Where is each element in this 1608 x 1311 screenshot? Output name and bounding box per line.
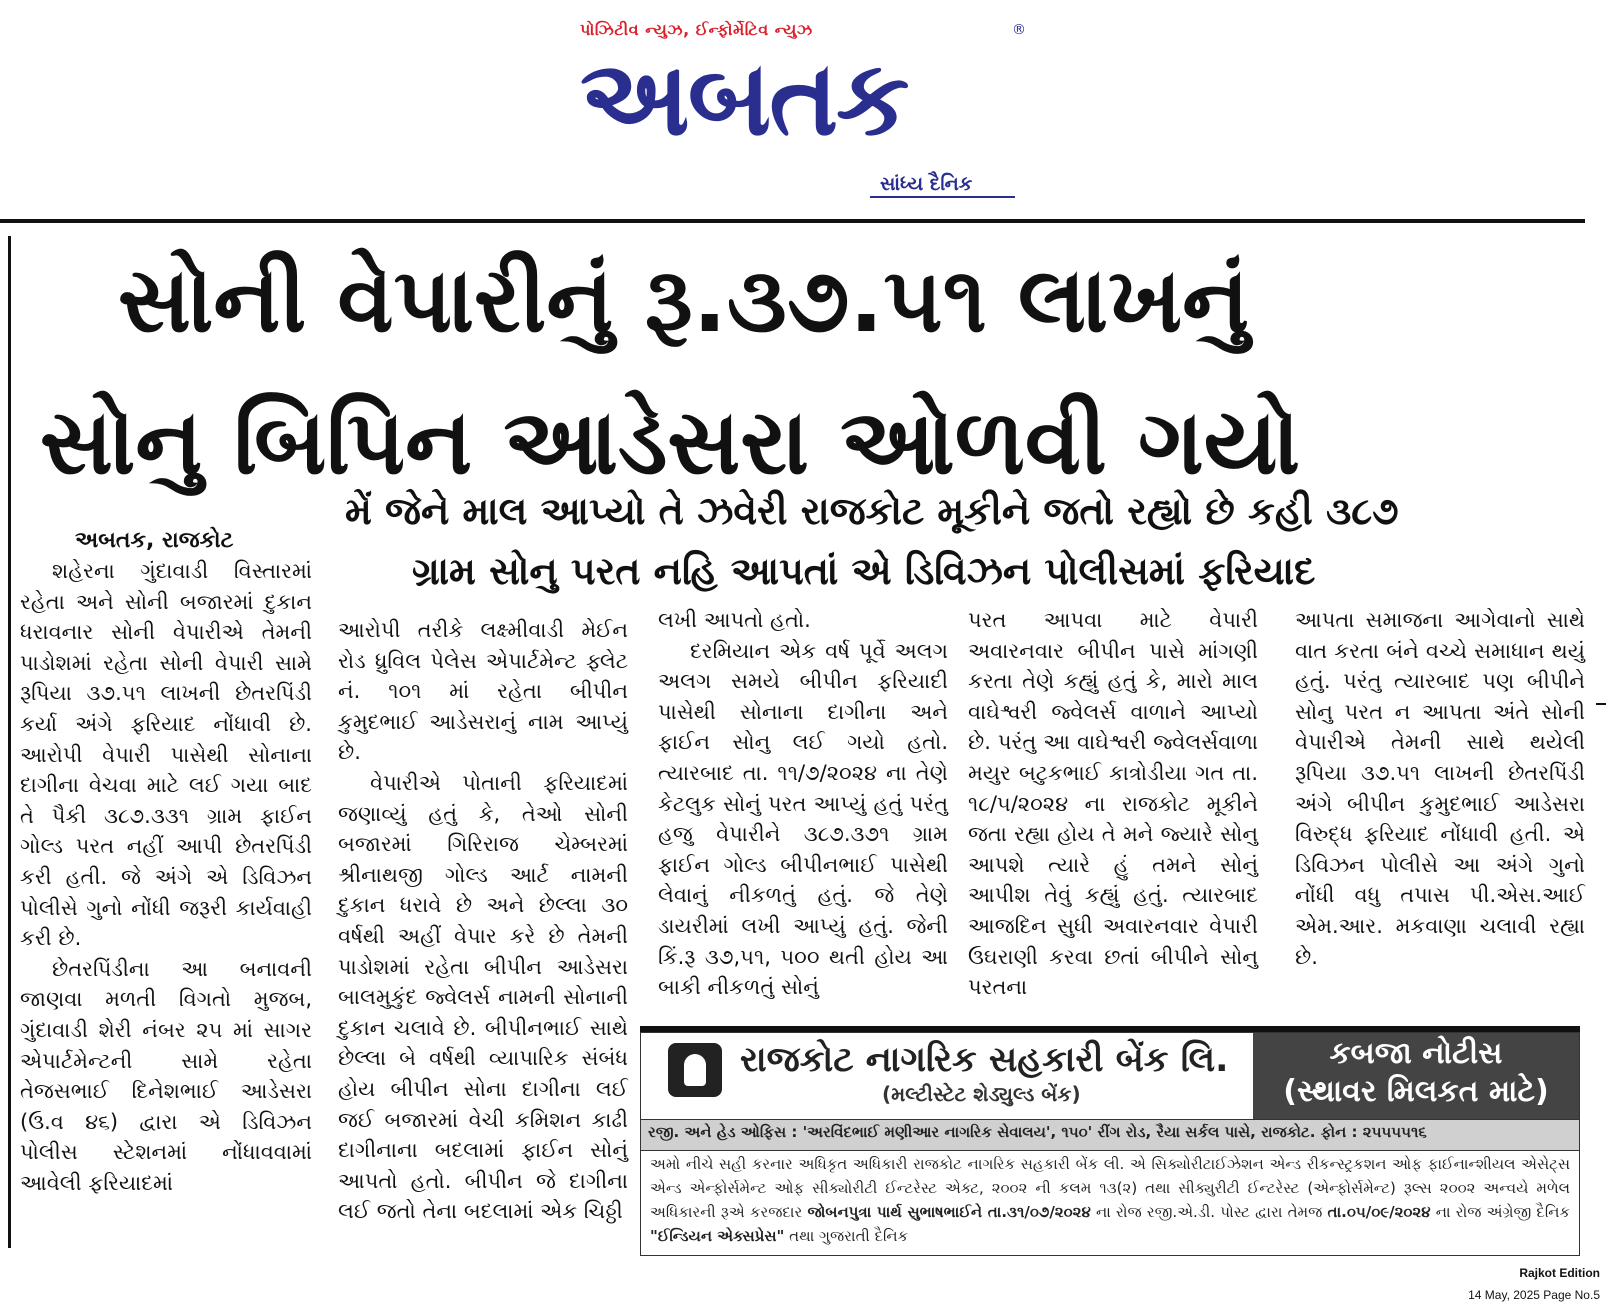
left-margin-rule [8, 236, 11, 1248]
headline-line-1: સોની વેપારીનું રૂ.૩૭.૫૧ લાખનું [118, 248, 1250, 353]
masthead-tagline: પોઝિટીવ ન્યુઝ, ઈન્ફોર્મેટિવ ન્યુઝ [580, 20, 813, 39]
article-paragraph: દરમિયાન એક વર્ષ પૂર્વે અલગ અલગ સમયે બીપીન ફરિયાદી પાસેથી સોનાના દાગીના અને ફાઈન સોનુ લઈ ગયો હતો. ત્યારબાદ તા. ૧૧/૭/૨૦૨૪ ના તેણે કેટલુક સોનું પરત આપ્યું હતું પરંતુ હજુ વેપારીને ૩૮૭.૩૭૧ ગ્રામ ફાઈન ગોલ્ડ બીપીનભાઈ પાસેથી લેવાનું નીકળતું હતું. જે તેણે ડાયરીમાં લખી આપ્યું હતું. જેની કિં.રૂ ૩૭,૫૧, ૫૦૦ થતી હોય આ બાકી નીકળતું સોનું [658, 638, 948, 1000]
registered-mark: ® [1012, 22, 1026, 38]
article-column-1 [20, 556, 312, 1198]
article-paragraph: પરત આપવા માટે વેપારી અવારનવાર બીપીન પાસે માંગણી કરતા તેણે કહ્યું હતું કે, મારો માલ વાઘેશ્વરી જ્વેલર્સ વાળાને આપ્યો છે. પરંતુ આ વાઘેશ્વરી જ્વેલર્સવાળા મયુર બટુકભાઈ કાત્રોડીયા ગત તા. ૧૮/૫/૨૦૨૪ ના રાજકોટ મૂકીને જતા રહ્યા હોય તે મને જ્યારે સોનુ આપશે ત્યારે હું તમને સોનું આપીશ તેવું કહ્યું હતું. ત્યારબાદ આજદિન સુધી અવારનવાર વેપારી ઉઘરાણી કરવા છતાં બીપીને સોનુ પરતના [968, 608, 1258, 1000]
notice-body-text: તથા ગુજરાતી દૈનિક [789, 1227, 909, 1245]
article-paragraph: આરોપી તરીકે લક્ષ્મીવાડી મેઈન રોડ ધ્રુવિલ પેલેસ એપાર્ટમેન્ટ ફ્લેટ નં. ૧૦૧ માં રહેતા બીપીન કુમુદભાઈ આડેસરાનું નામ આપ્યું છે. [338, 618, 628, 765]
page-info: 14 May, 2025 Page No.5 [1468, 1288, 1600, 1302]
article-paragraph: છેતરપિંડીના આ બનાવની જાણવા મળતી વિગતો મુજબ, ગુંદાવાડી શેરી નંબર ૨૫ માં સાગર એપાર્ટમેન્ટની સામે રહેતા તેજસભાઈ દિનેશભાઈ આડેસરા (ઉ.વ ૪૬) દ્વારા એ ડિવિઝન પોલીસ સ્ટેશનમાં નોંધાવવામાં આવેલી ફરિયાદમાં [20, 956, 312, 1195]
subheadline-line-2: ગ્રામ સોનુ પરત નહિ આપતાં એ ડિવિઝન પોલીસમાં ફરિયાદ [412, 549, 1316, 593]
notice-subtitle: (સ્થાવર મિલકત માટે) [1283, 1074, 1549, 1109]
edition-label: Rajkot Edition [1519, 1266, 1600, 1280]
article-paragraph: શહેરના ગુંદાવાડી વિસ્તારમાં રહેતા અને સોની બજારમાં દુકાન ધરાવનાર સોની વેપારીએ તેમની પાડોશમાં રહેતા સોની વેપારી સામે રૂપિયા ૩૭.૫૧ લાખની છેતરપિંડી કર્યા અંગે ફરિયાદ નોંધાવી છે. આરોપી વેપારી પાસેથી સોનાના દાગીના વેચવા માટે લઈ ગયા બાદ તે પૈકી ૩૮૭.૩૩૧ ગ્રામ ફાઈન ગોલ્ડ પરત નહીં આપી છેતરપિંડી કરી હતી. જે અંગે એ ડિવિઝન પોલીસે ગુનો નોંધી જરૂરી કાર્યવાહી કરી છે. [20, 559, 312, 951]
bank-subtitle: (મલ્ટીસ્ટેટ શેડ્યુલ્ડ બેંક) [882, 1082, 1081, 1106]
subheadline-line-1: મેં જેને માલ આપ્યો તે ઝવેરી રાજકોટ મૂકીને જતો રહ્યો છે કહી ૩૮૭ [345, 489, 1399, 533]
notice-body-text: ના રોજ રજી.એ.ડી. પોસ્ટ દ્વારા તેમજ [1095, 1203, 1323, 1221]
article-column-5 [1295, 605, 1585, 972]
headline-line-2: સોનુ બિપિન આડેસરા ઓળવી ગયો [40, 390, 1300, 495]
notice-body-text: ના રોજ અંગ્રેજી દૈનિક [1435, 1203, 1570, 1221]
article-paragraph: આપતા સમાજના આગેવાનો સાથે વાત કરતા બંને વચ્ચે સમાધાન થયું હતું. પરંતુ ત્યારબાદ પણ બીપીને સોનુ પરત ન આપતા અંતે સોની વેપારીએ તેમની સાથે થયેલી રૂપિયા ૩૭.૫૧ લાખની છેતરપિંડી અંગે બીપીન કુમુદભાઈ આડેસરા વિરુદ્ધ ફરિયાદ નોંધાવી હતી. એ ડિવિઝન પોલીસે આ અંગે ગુનો નોંધી વધુ તપાસ પી.એસ.આઈ એમ.આર. મકવાણા ચલાવી રહ્યા છે. [1295, 608, 1585, 969]
article-column-3 [658, 605, 948, 1003]
notice-date: તા.૦૫/૦૯/૨૦૨૪ [1327, 1203, 1431, 1221]
article-paragraph: લખી આપતો હતો. [658, 608, 811, 632]
notice-borrower: જોબનપુત્રા પાર્થ સુભાષભાઈને તા.૩૧/૦૭/૨૦૨૪ [807, 1203, 1091, 1221]
masthead-divider [0, 219, 1585, 223]
article-paragraph: વેપારીએ પોતાની ફરિયાદમાં જણાવ્યું હતું કે, તેઓ સોની બજારમાં ગિરિરાજ ચેમ્બરમાં શ્રીનાથજી ગોલ્ડ આર્ટ નામની દુકાન ધરાવે છે અને છેલ્લા ૩૦ વર્ષથી અહીં વેપાર કરે છે તેમની પાડોશમાં રહેતા બીપીન આડેસરા બાલમુકુંદ જ્વેલર્સ નામની સોનાની દુકાન ચલાવે છે. બીપીનભાઈ સાથે છેલ્લા બે વર્ષથી વ્યાપારિક સંબંધ હોય બીપીન સોના દાગીના લઈ જઈ બજારમાં વેચી કમિશન કાઢી દાગીનાના બદલામાં ફાઈન સોનું આપતો હતો. બીપીન જે દાગીના લઈ જતો તેના બદલામાં એક ચિઠ્ઠી [338, 770, 628, 1224]
article-column-4 [968, 605, 1258, 1003]
bank-address: રજી. અને હેડ ઓફિસ : 'અરવિંદભાઈ મણીઆર નાગરિક સેવાલય', ૧૫૦' રીંગ રોડ, રૈયા સર્કલ પાસે, રાજકોટ. ફોન : ૨૫૫૫૫૧૬ [648, 1123, 1427, 1141]
notice-body-text: અમો નીચે સહી કરનાર અધિકૃત અધિકારી રાજકોટ નાગરિક સહકારી બેંક લી. એ સિક્યોરીટાઈઝેશન એન્ડ રીકન્સ્ટ્રકશન ઓફ ફાઈનાન્શીયલ એસેટ્સ એન્ડ એન્ફોર્સમેન્ટ ઓફ સીક્યોરીટી ઈન્ટરેસ્ટ એક્ટ, ૨૦૦૨ ની કલમ ૧૩(૨) તથા સીક્યુરીટી ઈન્ટરેસ્ટ (એન્ફોર્સમેન્ટ) રૂલ્સ ૨૦૦૨ અન્વયે મળેલ અધિકારની રૂએ કરજદાર [650, 1155, 1570, 1221]
masthead-logo: અબતક [580, 37, 908, 159]
right-edge-mark [1596, 703, 1606, 705]
logo-underline [870, 196, 1015, 198]
article-dateline: અબતક, રાજકોટ [75, 528, 234, 553]
notice-body [650, 1152, 1570, 1248]
notice-newspaper: "ઈન્ડિયન એક્સપ્રેસ" [650, 1227, 785, 1245]
masthead-subname: સાંધ્ય દૈનિક [880, 173, 973, 195]
article-column-2 [338, 615, 628, 1227]
notice-title: કબજા નોટીસ [1329, 1036, 1503, 1071]
bank-logo-icon-inner [684, 1054, 706, 1086]
bank-name: રાજકોટ નાગરિક સહકારી બેંક લિ. [740, 1040, 1229, 1080]
